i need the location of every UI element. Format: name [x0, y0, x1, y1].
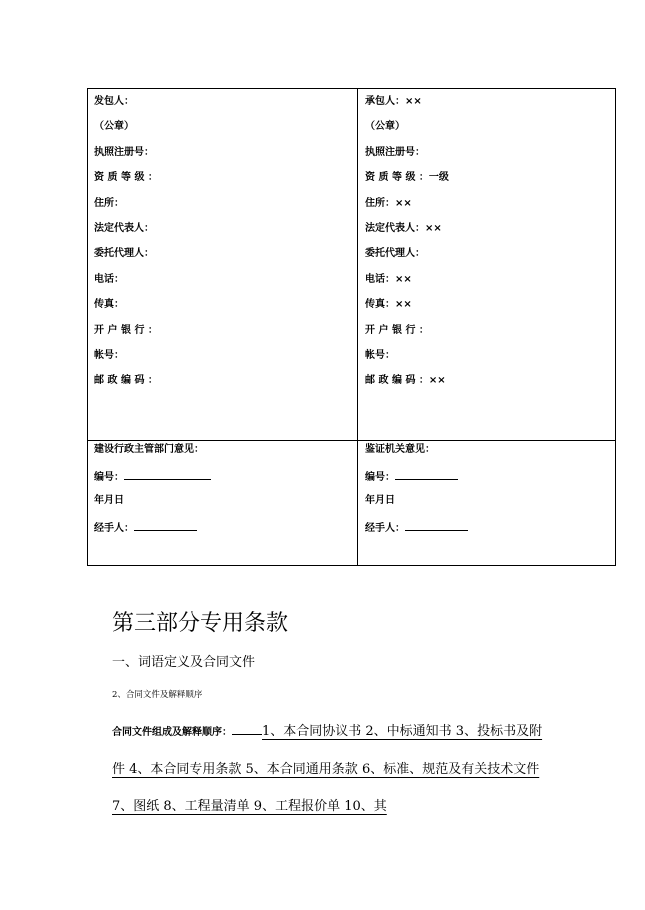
authority-handler: 经手人： — [94, 523, 134, 535]
notary-number-blank — [395, 468, 458, 480]
contractor-agent: 委托代理人： — [365, 248, 425, 260]
authority-date: 年月日 — [94, 494, 124, 506]
notary-handler: 经手人： — [365, 523, 405, 535]
contractor-cell — [365, 95, 449, 400]
contractor-account: 帐号： — [365, 349, 395, 361]
part-title: 第三部分专用条款 — [112, 611, 289, 636]
contractor-license: 执照注册号： — [365, 146, 425, 158]
contractor-label: 承包人：×× — [365, 96, 422, 107]
contractor-phone: 电话：×× — [365, 273, 412, 285]
employer-fax: 传真： — [94, 299, 124, 311]
authority-label: 建设行政主管部门意见： — [94, 444, 204, 455]
authority-number: 编号： — [94, 472, 124, 484]
employer-address: 住所： — [94, 197, 124, 209]
subsection-title: 2、合同文件及解释顺序 — [112, 690, 203, 700]
employer-account: 帐号： — [94, 349, 124, 361]
table-horizontal-divider — [88, 440, 615, 441]
contract-documents-lead-underline — [232, 722, 262, 735]
authority-number-blank — [124, 468, 211, 480]
notary-handler-blank — [405, 519, 468, 531]
notary-cell — [365, 443, 468, 545]
contract-documents-paragraph — [112, 713, 548, 825]
contractor-postcode: 邮 政 编 码 ：×× — [365, 375, 446, 387]
table-vertical-divider — [357, 89, 358, 565]
notary-number-row — [365, 468, 468, 493]
employer-phone: 电话： — [94, 273, 124, 285]
contract-documents-label: 合同文件组成及解释顺序： — [112, 727, 232, 738]
authority-handler-row — [94, 519, 211, 544]
contractor-legal-rep: 法定代表人：×× — [365, 222, 442, 234]
employer-legal-rep: 法定代表人： — [94, 222, 154, 234]
contractor-seal: （公章） — [365, 121, 405, 133]
authority-number-row — [94, 468, 211, 493]
employer-bank: 开 户 银 行 ： — [94, 324, 158, 336]
authority-handler-blank — [134, 519, 197, 531]
employer-postcode: 邮 政 编 码 ： — [94, 375, 158, 387]
notary-handler-row — [365, 519, 468, 544]
notary-number: 编号： — [365, 472, 395, 484]
section-title: 一、词语定义及合同文件 — [112, 655, 256, 670]
authority-cell — [94, 443, 211, 545]
contractor-fax: 传真：×× — [365, 299, 412, 311]
employer-label: 发包人： — [94, 96, 134, 107]
employer-qualification: 资 质 等 级 ： — [94, 172, 158, 184]
employer-license: 执照注册号： — [94, 146, 154, 158]
contractor-address: 住所：×× — [365, 197, 412, 209]
contractor-qualification: 资 质 等 级 ：一级 — [365, 172, 449, 184]
signature-table — [87, 88, 616, 566]
notary-date: 年月日 — [365, 494, 395, 506]
contractor-bank: 开 户 银 行 ： — [365, 324, 429, 336]
employer-agent: 委托代理人： — [94, 248, 154, 260]
employer-cell — [94, 95, 158, 400]
notary-label: 鉴证机关意见： — [365, 444, 435, 455]
contract-documents-text: 1、本合同协议书 2、中标通知书 3、投标书及附件 4、本合同专用条款 5、本合同通用条款 6、标准、规范及有关技术文件 7、图纸 8、工程量清单 9、工程报价单 10、其 — [112, 724, 543, 814]
employer-seal: （公章） — [94, 121, 134, 133]
